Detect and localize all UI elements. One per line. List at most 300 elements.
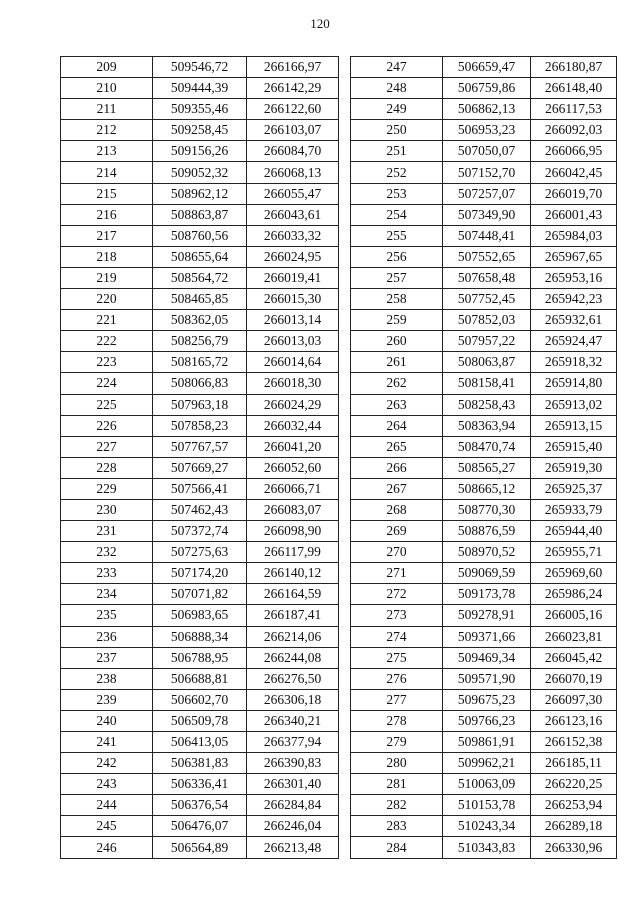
point-number-cell: 280 (351, 753, 443, 774)
x-coordinate-cell: 506688,81 (153, 668, 247, 689)
x-coordinate-cell: 508165,72 (153, 352, 247, 373)
table-row (61, 626, 339, 647)
table-row (351, 415, 617, 436)
table-row (61, 162, 339, 183)
table-row (61, 668, 339, 689)
point-number-cell: 267 (351, 478, 443, 499)
point-number-cell: 227 (61, 436, 153, 457)
x-coordinate-cell: 508970,52 (443, 542, 531, 563)
table-row (351, 689, 617, 710)
x-coordinate-cell: 509962,21 (443, 753, 531, 774)
point-number-cell: 241 (61, 732, 153, 753)
table-row (351, 605, 617, 626)
table-row (61, 584, 339, 605)
point-number-cell: 259 (351, 310, 443, 331)
table-row (351, 457, 617, 478)
table-row (351, 204, 617, 225)
table-row (351, 183, 617, 204)
table-row (61, 457, 339, 478)
y-coordinate-cell: 265913,02 (531, 394, 617, 415)
table-row (351, 57, 617, 78)
y-coordinate-cell: 266390,83 (247, 753, 339, 774)
table-row (61, 710, 339, 731)
y-coordinate-cell: 266220,25 (531, 774, 617, 795)
x-coordinate-cell: 506564,89 (153, 837, 247, 858)
y-coordinate-cell: 266068,13 (247, 162, 339, 183)
y-coordinate-cell: 266041,20 (247, 436, 339, 457)
y-coordinate-cell: 266152,38 (531, 732, 617, 753)
table-row (351, 732, 617, 753)
y-coordinate-cell: 266284,84 (247, 795, 339, 816)
point-number-cell: 258 (351, 289, 443, 310)
point-number-cell: 268 (351, 499, 443, 520)
table-row (61, 499, 339, 520)
y-coordinate-cell: 266043,61 (247, 204, 339, 225)
point-number-cell: 211 (61, 99, 153, 120)
y-coordinate-cell: 265986,24 (531, 584, 617, 605)
point-number-cell: 218 (61, 246, 153, 267)
table-row (351, 225, 617, 246)
x-coordinate-cell: 509469,34 (443, 647, 531, 668)
y-coordinate-cell: 266244,08 (247, 647, 339, 668)
point-number-cell: 220 (61, 289, 153, 310)
point-number-cell: 274 (351, 626, 443, 647)
y-coordinate-cell: 266166,97 (247, 57, 339, 78)
table-row (61, 542, 339, 563)
y-coordinate-cell: 265913,15 (531, 415, 617, 436)
table-row (61, 373, 339, 394)
point-number-cell: 247 (351, 57, 443, 78)
table-row (351, 499, 617, 520)
y-coordinate-cell: 266123,16 (531, 710, 617, 731)
x-coordinate-cell: 508063,87 (443, 352, 531, 373)
x-coordinate-cell: 506888,34 (153, 626, 247, 647)
y-coordinate-cell: 266066,95 (531, 141, 617, 162)
x-coordinate-cell: 509675,23 (443, 689, 531, 710)
table-row (61, 394, 339, 415)
table-row (61, 246, 339, 267)
x-coordinate-cell: 506983,65 (153, 605, 247, 626)
table-row (351, 267, 617, 288)
point-number-cell: 234 (61, 584, 153, 605)
point-number-cell: 248 (351, 78, 443, 99)
table-row (61, 331, 339, 352)
x-coordinate-cell: 507963,18 (153, 394, 247, 415)
table-row (351, 331, 617, 352)
y-coordinate-cell: 266045,42 (531, 647, 617, 668)
x-coordinate-cell: 507462,43 (153, 499, 247, 520)
x-coordinate-cell: 508470,74 (443, 436, 531, 457)
x-coordinate-cell: 508465,85 (153, 289, 247, 310)
y-coordinate-cell: 266117,53 (531, 99, 617, 120)
y-coordinate-cell: 266015,30 (247, 289, 339, 310)
table-row (61, 120, 339, 141)
point-number-cell: 237 (61, 647, 153, 668)
y-coordinate-cell: 266103,07 (247, 120, 339, 141)
table-row (351, 78, 617, 99)
y-coordinate-cell: 266185,11 (531, 753, 617, 774)
table-row (351, 710, 617, 731)
point-number-cell: 273 (351, 605, 443, 626)
table-row (351, 753, 617, 774)
x-coordinate-cell: 509069,59 (443, 563, 531, 584)
coordinates-table-left-body (61, 57, 339, 859)
table-row (61, 795, 339, 816)
point-number-cell: 257 (351, 267, 443, 288)
point-number-cell: 231 (61, 521, 153, 542)
x-coordinate-cell: 507852,03 (443, 310, 531, 331)
table-row (61, 352, 339, 373)
x-coordinate-cell: 506376,54 (153, 795, 247, 816)
y-coordinate-cell: 266187,41 (247, 605, 339, 626)
y-coordinate-cell: 266092,03 (531, 120, 617, 141)
x-coordinate-cell: 507349,90 (443, 204, 531, 225)
x-coordinate-cell: 507152,70 (443, 162, 531, 183)
point-number-cell: 252 (351, 162, 443, 183)
table-row (61, 816, 339, 837)
x-coordinate-cell: 508158,41 (443, 373, 531, 394)
table-row (61, 436, 339, 457)
x-coordinate-cell: 507858,23 (153, 415, 247, 436)
y-coordinate-cell: 266253,94 (531, 795, 617, 816)
table-row (61, 289, 339, 310)
point-number-cell: 246 (61, 837, 153, 858)
y-coordinate-cell: 266097,30 (531, 689, 617, 710)
x-coordinate-cell: 509546,72 (153, 57, 247, 78)
point-number-cell: 266 (351, 457, 443, 478)
y-coordinate-cell: 265967,65 (531, 246, 617, 267)
table-row (351, 584, 617, 605)
y-coordinate-cell: 266289,18 (531, 816, 617, 837)
y-coordinate-cell: 265914,80 (531, 373, 617, 394)
y-coordinate-cell: 265918,32 (531, 352, 617, 373)
table-row (61, 647, 339, 668)
point-number-cell: 242 (61, 753, 153, 774)
coordinates-table-right (350, 56, 617, 859)
y-coordinate-cell: 266213,48 (247, 837, 339, 858)
y-coordinate-cell: 266033,32 (247, 225, 339, 246)
point-number-cell: 219 (61, 267, 153, 288)
x-coordinate-cell: 509861,91 (443, 732, 531, 753)
table-row (351, 563, 617, 584)
point-number-cell: 261 (351, 352, 443, 373)
point-number-cell: 236 (61, 626, 153, 647)
y-coordinate-cell: 265915,40 (531, 436, 617, 457)
table-row (61, 57, 339, 78)
y-coordinate-cell: 266306,18 (247, 689, 339, 710)
point-number-cell: 217 (61, 225, 153, 246)
x-coordinate-cell: 509156,26 (153, 141, 247, 162)
table-row (351, 816, 617, 837)
table-row (351, 289, 617, 310)
point-number-cell: 243 (61, 774, 153, 795)
point-number-cell: 212 (61, 120, 153, 141)
table-row (61, 141, 339, 162)
y-coordinate-cell: 266005,16 (531, 605, 617, 626)
point-number-cell: 262 (351, 373, 443, 394)
y-coordinate-cell: 266140,12 (247, 563, 339, 584)
y-coordinate-cell: 265984,03 (531, 225, 617, 246)
point-number-cell: 232 (61, 542, 153, 563)
y-coordinate-cell: 265933,79 (531, 499, 617, 520)
x-coordinate-cell: 508565,27 (443, 457, 531, 478)
y-coordinate-cell: 265955,71 (531, 542, 617, 563)
x-coordinate-cell: 508876,59 (443, 521, 531, 542)
x-coordinate-cell: 508770,30 (443, 499, 531, 520)
point-number-cell: 256 (351, 246, 443, 267)
point-number-cell: 283 (351, 816, 443, 837)
point-number-cell: 210 (61, 78, 153, 99)
table-row (61, 837, 339, 858)
point-number-cell: 272 (351, 584, 443, 605)
point-number-cell: 277 (351, 689, 443, 710)
x-coordinate-cell: 506659,47 (443, 57, 531, 78)
table-row (61, 521, 339, 542)
x-coordinate-cell: 506862,13 (443, 99, 531, 120)
table-row (61, 415, 339, 436)
y-coordinate-cell: 266180,87 (531, 57, 617, 78)
page-number: 120 (310, 16, 330, 31)
coordinates-table-right-body (351, 57, 617, 859)
table-row (351, 310, 617, 331)
table-row (351, 394, 617, 415)
table-row (351, 352, 617, 373)
y-coordinate-cell: 266032,44 (247, 415, 339, 436)
x-coordinate-cell: 506381,83 (153, 753, 247, 774)
point-number-cell: 215 (61, 183, 153, 204)
y-coordinate-cell: 265969,60 (531, 563, 617, 584)
table-row (61, 267, 339, 288)
y-coordinate-cell: 266023,81 (531, 626, 617, 647)
table-row (61, 99, 339, 120)
x-coordinate-cell: 507071,82 (153, 584, 247, 605)
x-coordinate-cell: 510243,34 (443, 816, 531, 837)
table-row (351, 120, 617, 141)
y-coordinate-cell: 266276,50 (247, 668, 339, 689)
x-coordinate-cell: 507957,22 (443, 331, 531, 352)
point-number-cell: 275 (351, 647, 443, 668)
point-number-cell: 230 (61, 499, 153, 520)
point-number-cell: 233 (61, 563, 153, 584)
x-coordinate-cell: 509355,46 (153, 99, 247, 120)
table-row (351, 668, 617, 689)
y-coordinate-cell: 265953,16 (531, 267, 617, 288)
table-row (351, 246, 617, 267)
y-coordinate-cell: 266001,43 (531, 204, 617, 225)
point-number-cell: 278 (351, 710, 443, 731)
point-number-cell: 253 (351, 183, 443, 204)
y-coordinate-cell: 266083,07 (247, 499, 339, 520)
y-coordinate-cell: 266055,47 (247, 183, 339, 204)
x-coordinate-cell: 508256,79 (153, 331, 247, 352)
table-row (61, 689, 339, 710)
point-number-cell: 226 (61, 415, 153, 436)
y-coordinate-cell: 266142,29 (247, 78, 339, 99)
y-coordinate-cell: 266013,03 (247, 331, 339, 352)
point-number-cell: 235 (61, 605, 153, 626)
y-coordinate-cell: 266377,94 (247, 732, 339, 753)
x-coordinate-cell: 507669,27 (153, 457, 247, 478)
x-coordinate-cell: 507552,65 (443, 246, 531, 267)
x-coordinate-cell: 506413,05 (153, 732, 247, 753)
x-coordinate-cell: 510153,78 (443, 795, 531, 816)
table-row (351, 478, 617, 499)
point-number-cell: 240 (61, 710, 153, 731)
x-coordinate-cell: 506788,95 (153, 647, 247, 668)
table-row (351, 373, 617, 394)
x-coordinate-cell: 507372,74 (153, 521, 247, 542)
x-coordinate-cell: 508665,12 (443, 478, 531, 499)
x-coordinate-cell: 508258,43 (443, 394, 531, 415)
x-coordinate-cell: 507174,20 (153, 563, 247, 584)
y-coordinate-cell: 266084,70 (247, 141, 339, 162)
point-number-cell: 263 (351, 394, 443, 415)
y-coordinate-cell: 265932,61 (531, 310, 617, 331)
table-row (61, 774, 339, 795)
point-number-cell: 251 (351, 141, 443, 162)
point-number-cell: 276 (351, 668, 443, 689)
x-coordinate-cell: 510343,83 (443, 837, 531, 858)
point-number-cell: 239 (61, 689, 153, 710)
table-row (351, 99, 617, 120)
point-number-cell: 238 (61, 668, 153, 689)
x-coordinate-cell: 506509,78 (153, 710, 247, 731)
y-coordinate-cell: 266024,95 (247, 246, 339, 267)
y-coordinate-cell: 266246,04 (247, 816, 339, 837)
x-coordinate-cell: 507050,07 (443, 141, 531, 162)
point-number-cell: 216 (61, 204, 153, 225)
point-number-cell: 282 (351, 795, 443, 816)
y-coordinate-cell: 266014,64 (247, 352, 339, 373)
y-coordinate-cell: 266301,40 (247, 774, 339, 795)
x-coordinate-cell: 507275,63 (153, 542, 247, 563)
table-row (351, 542, 617, 563)
table-row (61, 753, 339, 774)
x-coordinate-cell: 509052,32 (153, 162, 247, 183)
y-coordinate-cell: 266070,19 (531, 668, 617, 689)
x-coordinate-cell: 509278,91 (443, 605, 531, 626)
x-coordinate-cell: 509444,39 (153, 78, 247, 99)
y-coordinate-cell: 266024,29 (247, 394, 339, 415)
x-coordinate-cell: 508564,72 (153, 267, 247, 288)
point-number-cell: 229 (61, 478, 153, 499)
table-row (61, 478, 339, 499)
y-coordinate-cell: 266117,99 (247, 542, 339, 563)
y-coordinate-cell: 266066,71 (247, 478, 339, 499)
point-number-cell: 250 (351, 120, 443, 141)
y-coordinate-cell: 266340,21 (247, 710, 339, 731)
y-coordinate-cell: 266214,06 (247, 626, 339, 647)
point-number-cell: 222 (61, 331, 153, 352)
table-row (351, 626, 617, 647)
y-coordinate-cell: 266018,30 (247, 373, 339, 394)
table-row (61, 183, 339, 204)
point-number-cell: 255 (351, 225, 443, 246)
coordinates-table-left (60, 56, 339, 859)
x-coordinate-cell: 506476,07 (153, 816, 247, 837)
table-row (351, 837, 617, 858)
point-number-cell: 228 (61, 457, 153, 478)
point-number-cell: 281 (351, 774, 443, 795)
y-coordinate-cell: 265942,23 (531, 289, 617, 310)
x-coordinate-cell: 509371,66 (443, 626, 531, 647)
x-coordinate-cell: 506602,70 (153, 689, 247, 710)
x-coordinate-cell: 508962,12 (153, 183, 247, 204)
y-coordinate-cell: 265924,47 (531, 331, 617, 352)
y-coordinate-cell: 265925,37 (531, 478, 617, 499)
table-row (61, 563, 339, 584)
x-coordinate-cell: 509766,23 (443, 710, 531, 731)
point-number-cell: 221 (61, 310, 153, 331)
point-number-cell: 249 (351, 99, 443, 120)
x-coordinate-cell: 507752,45 (443, 289, 531, 310)
x-coordinate-cell: 509258,45 (153, 120, 247, 141)
y-coordinate-cell: 265919,30 (531, 457, 617, 478)
point-number-cell: 223 (61, 352, 153, 373)
y-coordinate-cell: 266019,41 (247, 267, 339, 288)
table-row (351, 141, 617, 162)
table-row (351, 795, 617, 816)
x-coordinate-cell: 508655,64 (153, 246, 247, 267)
point-number-cell: 269 (351, 521, 443, 542)
y-coordinate-cell: 266013,14 (247, 310, 339, 331)
x-coordinate-cell: 508066,83 (153, 373, 247, 394)
y-coordinate-cell: 266042,45 (531, 162, 617, 183)
point-number-cell: 260 (351, 331, 443, 352)
y-coordinate-cell: 266148,40 (531, 78, 617, 99)
x-coordinate-cell: 508760,56 (153, 225, 247, 246)
x-coordinate-cell: 508863,87 (153, 204, 247, 225)
point-number-cell: 214 (61, 162, 153, 183)
point-number-cell: 271 (351, 563, 443, 584)
x-coordinate-cell: 510063,09 (443, 774, 531, 795)
point-number-cell: 209 (61, 57, 153, 78)
y-coordinate-cell: 266052,60 (247, 457, 339, 478)
x-coordinate-cell: 509173,78 (443, 584, 531, 605)
x-coordinate-cell: 507566,41 (153, 478, 247, 499)
y-coordinate-cell: 266164,59 (247, 584, 339, 605)
point-number-cell: 284 (351, 837, 443, 858)
point-number-cell: 213 (61, 141, 153, 162)
table-row (351, 162, 617, 183)
point-number-cell: 265 (351, 436, 443, 457)
y-coordinate-cell: 266122,60 (247, 99, 339, 120)
x-coordinate-cell: 507257,07 (443, 183, 531, 204)
table-row (61, 605, 339, 626)
y-coordinate-cell: 266098,90 (247, 521, 339, 542)
point-number-cell: 270 (351, 542, 443, 563)
point-number-cell: 244 (61, 795, 153, 816)
y-coordinate-cell: 266019,70 (531, 183, 617, 204)
x-coordinate-cell: 506336,41 (153, 774, 247, 795)
point-number-cell: 254 (351, 204, 443, 225)
table-row (351, 774, 617, 795)
table-row (61, 310, 339, 331)
table-row (61, 204, 339, 225)
x-coordinate-cell: 507767,57 (153, 436, 247, 457)
x-coordinate-cell: 509571,90 (443, 668, 531, 689)
x-coordinate-cell: 507658,48 (443, 267, 531, 288)
y-coordinate-cell: 265944,40 (531, 521, 617, 542)
table-row (61, 225, 339, 246)
table-row (351, 436, 617, 457)
x-coordinate-cell: 506953,23 (443, 120, 531, 141)
x-coordinate-cell: 508363,94 (443, 415, 531, 436)
x-coordinate-cell: 506759,86 (443, 78, 531, 99)
point-number-cell: 224 (61, 373, 153, 394)
table-row (61, 78, 339, 99)
point-number-cell: 225 (61, 394, 153, 415)
